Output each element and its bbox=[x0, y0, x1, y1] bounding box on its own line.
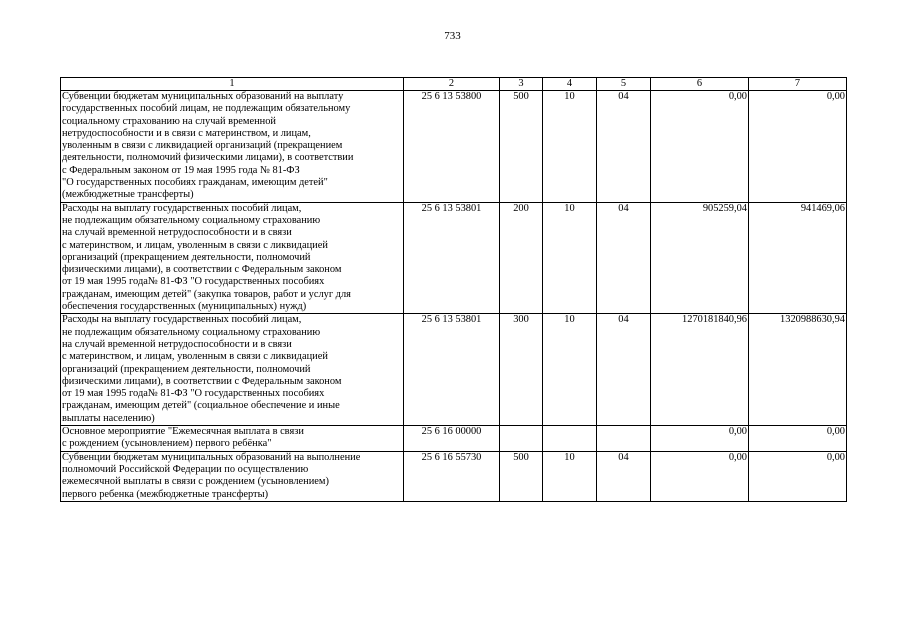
row-col-4: 10 bbox=[543, 91, 597, 203]
row-code: 25 6 13 53801 bbox=[404, 314, 500, 426]
header-col-6: 6 bbox=[651, 78, 749, 91]
header-col-4: 4 bbox=[543, 78, 597, 91]
table-row bbox=[61, 314, 847, 426]
row-value-6: 1270181840,96 bbox=[651, 314, 749, 426]
row-value-6: 0,00 bbox=[651, 451, 749, 501]
row-col-5: 04 bbox=[597, 314, 651, 426]
row-col-5: 04 bbox=[597, 91, 651, 203]
row-code: 25 6 16 00000 bbox=[404, 426, 500, 452]
row-col-3: 300 bbox=[500, 314, 543, 426]
row-description: Расходы на выплату государственных пособий лицам, не подлежащим обязательному социальному страхованию на случай временной нетрудоспособности и в связи с материнством, и лицам, уволенным в связи с ликвидацией организаций (прекращением деятельности, полномочий физическими лицами), в соответствии с Федеральным законом от 19 мая 1995 года№ 81-ФЗ "О государственных пособиях гражданам, имеющим детей" (закупка товаров, работ и услуг для обеспечения государственных (муниципальных) нужд) bbox=[61, 202, 404, 314]
row-value-7: 0,00 bbox=[749, 426, 847, 452]
header-col-3: 3 bbox=[500, 78, 543, 91]
header-col-2: 2 bbox=[404, 78, 500, 91]
header-col-7: 7 bbox=[749, 78, 847, 91]
row-col-5 bbox=[597, 426, 651, 452]
row-col-3 bbox=[500, 426, 543, 452]
row-col-5: 04 bbox=[597, 451, 651, 501]
header-row bbox=[61, 78, 847, 91]
row-col-4: 10 bbox=[543, 314, 597, 426]
row-code: 25 6 16 55730 bbox=[404, 451, 500, 501]
row-value-7: 0,00 bbox=[749, 91, 847, 203]
row-col-5: 04 bbox=[597, 202, 651, 314]
row-value-6: 905259,04 bbox=[651, 202, 749, 314]
row-col-4 bbox=[543, 426, 597, 452]
row-value-6: 0,00 bbox=[651, 426, 749, 452]
row-description: Расходы на выплату государственных пособий лицам, не подлежащим обязательному социальному страхованию на случай временной нетрудоспособности и в связи с материнством, и лицам, уволенным в связи с ликвидацией организаций (прекращением деятельности, полномочий физическими лицами), в соответствии с Федеральным законом от 19 мая 1995 года№ 81-ФЗ "О государственных пособиях гражданам, имеющим детей" (социальное обеспечение и иные выплаты населению) bbox=[61, 314, 404, 426]
page-number: 733 bbox=[444, 30, 461, 42]
row-value-6: 0,00 bbox=[651, 91, 749, 203]
table-row bbox=[61, 451, 847, 501]
row-col-4: 10 bbox=[543, 202, 597, 314]
row-col-3: 500 bbox=[500, 91, 543, 203]
row-code: 25 6 13 53800 bbox=[404, 91, 500, 203]
budget-table bbox=[60, 77, 847, 502]
table-row bbox=[61, 426, 847, 452]
table-row bbox=[61, 202, 847, 314]
table-row bbox=[61, 91, 847, 203]
row-col-4: 10 bbox=[543, 451, 597, 501]
row-col-3: 500 bbox=[500, 451, 543, 501]
header-col-1: 1 bbox=[61, 78, 404, 91]
row-value-7: 1320988630,94 bbox=[749, 314, 847, 426]
row-description: Субвенции бюджетам муниципальных образований на выполнение полномочий Российской Федерации по осуществлению ежемесячной выплаты в связи с рождением (усыновлением) первого ребенка (межбюджетные трансферты) bbox=[61, 451, 404, 501]
row-value-7: 0,00 bbox=[749, 451, 847, 501]
row-description: Субвенции бюджетам муниципальных образований на выплату государственных пособий лицам, не подлежащим обязательному социальному страхованию на случай временной нетрудоспособности и в связи с материнством, и лицам, уволенным в связи с ликвидацией организаций (прекращением деятельности, полномочий физическими лицами), в соответствии с Федеральным законом от 19 мая 1995 года № 81-ФЗ "О государственных пособиях гражданам, имеющим детей" (межбюджетные трансферты) bbox=[61, 91, 404, 203]
row-description: Основное мероприятие "Ежемесячная выплата в связи с рождением (усыновлением) первого ребёнка" bbox=[61, 426, 404, 452]
row-code: 25 6 13 53801 bbox=[404, 202, 500, 314]
row-value-7: 941469,06 bbox=[749, 202, 847, 314]
row-col-3: 200 bbox=[500, 202, 543, 314]
header-col-5: 5 bbox=[597, 78, 651, 91]
